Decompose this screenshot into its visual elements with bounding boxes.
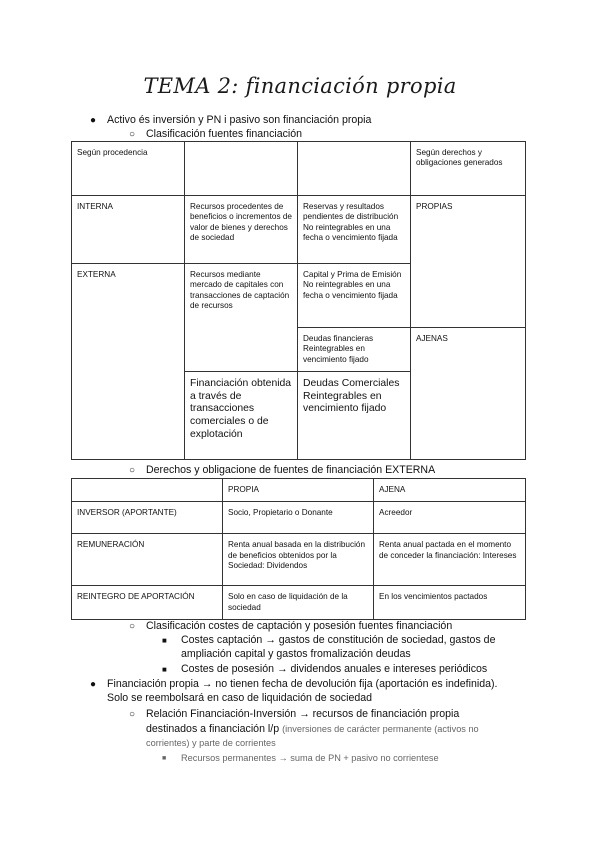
bullet-dot-icon: ● — [90, 679, 97, 690]
bullet-dot-icon: ● — [90, 115, 97, 126]
square-bullet-icon: ■ — [162, 755, 167, 762]
recursos-permanentes: Recursos permanentes → suma de PN + pasivo no corrientese — [181, 753, 439, 763]
relacion-line-1: Relación Financiación-Inversión → recursos de financiación propia — [146, 708, 460, 720]
relacion-line-3: corrientes) y parte de corrientes — [146, 738, 276, 748]
row-remuneracion: REMUNERACIÓN — [72, 534, 223, 586]
costes-captacion-cont: ampliación capital y gastos fromalización deudas — [181, 648, 411, 660]
costes-posesion: Costes de posesión → dividendos anuales e intereses periódicos — [181, 663, 488, 675]
sub-bullet-derechos: Derechos y obligacione de fuentes de financiación EXTERNA — [146, 464, 436, 476]
cell-inversor-propia: Socio, Propietario o Donante — [223, 502, 374, 534]
relacion-line-2b: (inversiones de carácter permanente (activos no — [282, 724, 479, 734]
cell-externa-recursos: Recursos mediante mercado de capitales con transacciones de captación de recursos — [185, 264, 298, 372]
cell-deudas-comerciales: Deudas Comerciales Reintegrables en vencimiento fijado — [298, 371, 411, 459]
circle-bullet-icon: ○ — [129, 129, 136, 140]
cell-deudas-financieras: Deudas financieras Reintegrables en vencimiento fijado — [298, 328, 411, 372]
cell-financiacion-obtenida: Financiación obtenida a través de transacciones comerciales o de explotación — [185, 371, 298, 459]
header-empty-2 — [298, 142, 411, 196]
cell-reintegro-ajena: En los vencimientos pactados — [374, 586, 526, 620]
square-bullet-icon: ■ — [162, 665, 167, 674]
cell-interna-recursos: Recursos procedentes de beneficios o incrementos de valor de bienes y derechos de sociedad — [185, 196, 298, 264]
sub-bullet-costes: Clasificación costes de captación y posesión fuentes financiación — [146, 620, 453, 632]
circle-bullet-icon: ○ — [129, 465, 136, 476]
header-empty — [72, 479, 223, 502]
circle-bullet-icon: ○ — [129, 621, 136, 632]
cell-reintegro-propia: Solo en caso de liquidación de la sociedad — [223, 586, 374, 620]
cell-capital-prima: Capital y Prima de Emisión No reintegrables en una fecha o vencimiento fijada — [298, 264, 411, 328]
cell-remuneracion-propia: Renta anual basada en la distribución de beneficios obtenidos por la Sociedad: Dividendos — [223, 534, 374, 586]
sub-bullet-clasificacion: Clasificación fuentes financiación — [146, 128, 303, 140]
header-procedencia: Según procedencia — [72, 142, 185, 196]
bullet-1: Activo és inversión y PN i pasivo son financiación propia — [107, 114, 372, 126]
relacion-line-2a: destinados a financiación l/p — [146, 723, 280, 735]
cell-ajenas: AJENAS — [411, 328, 526, 460]
header-derechos: Según derechos y obligaciones generados — [411, 142, 526, 196]
page-title: TEMA 2: financiación propia — [143, 74, 457, 98]
circle-bullet-icon: ○ — [129, 709, 136, 720]
cell-externa: EXTERNA — [72, 264, 185, 460]
cell-interna: INTERNA — [72, 196, 185, 264]
row-reintegro: REINTEGRO DE APORTACIÓN — [72, 586, 223, 620]
cell-inversor-ajena: Acreedor — [374, 502, 526, 534]
rights-table — [71, 478, 526, 620]
relacion-line-2 — [146, 723, 479, 736]
cell-remuneracion-ajena: Renta anual pactada en el momento de conceder la financiación: Intereses — [374, 534, 526, 586]
bullet-2-line-1: Financiación propia → no tienen fecha de devolución fija (aportación es indefinida). — [107, 678, 498, 690]
cell-interna-reservas: Reservas y resultados pendientes de distribución No reintegrables en una fecha o vencimiento fijada — [298, 196, 411, 264]
header-ajena: AJENA — [374, 479, 526, 502]
costes-captacion: Costes captación → gastos de constitución de sociedad, gastos de — [181, 634, 496, 646]
classification-table — [71, 141, 526, 460]
cell-propias: PROPIAS — [411, 196, 526, 328]
bullet-2-line-2: Solo se reembolsará en caso de liquidación de sociedad — [107, 692, 373, 704]
row-inversor: INVERSOR (APORTANTE) — [72, 502, 223, 534]
square-bullet-icon: ■ — [162, 636, 167, 645]
header-propia: PROPIA — [223, 479, 374, 502]
header-empty-1 — [185, 142, 298, 196]
